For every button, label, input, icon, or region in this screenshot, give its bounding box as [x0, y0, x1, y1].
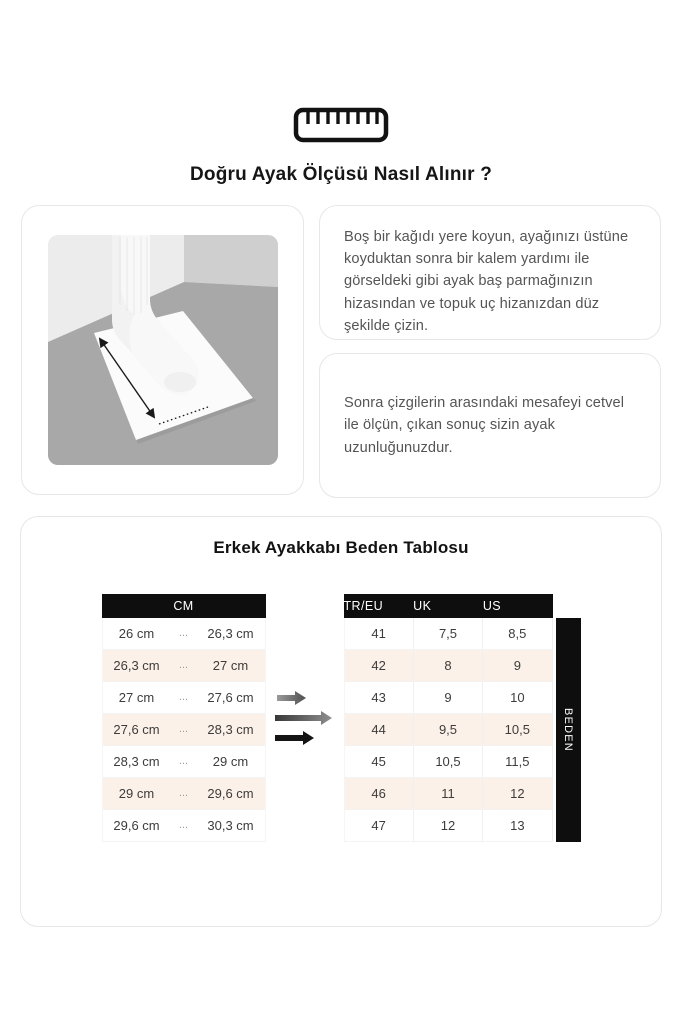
range-separator: ... [178, 755, 189, 767]
tr-eu-value: 44 [345, 714, 414, 745]
tr-eu-value: 47 [345, 810, 414, 841]
us-value: 13 [483, 810, 552, 841]
beden-side-label: BEDEN [562, 708, 574, 752]
col-header-tr-eu: TR/EU [343, 599, 383, 613]
sizes-table-row [344, 682, 553, 714]
instruction-boxes [319, 205, 661, 498]
cm-to: 30,3 cm [207, 818, 254, 833]
cm-table-row [102, 618, 266, 650]
range-separator: ... [178, 691, 189, 703]
sizes-table-row [344, 746, 553, 778]
sizes-table-row [344, 810, 553, 842]
tr-eu-value: 41 [345, 618, 414, 649]
cm-table [102, 594, 266, 842]
us-value: 12 [483, 778, 552, 809]
sizes-table [344, 594, 553, 842]
cm-to: 26,3 cm [207, 626, 254, 641]
cm-from: 27 cm [118, 690, 155, 705]
uk-value: 11 [414, 778, 483, 809]
range-separator: ... [178, 819, 189, 831]
transfer-arrows-icon [275, 690, 335, 746]
tr-eu-value: 46 [345, 778, 414, 809]
us-value: 10,5 [483, 714, 552, 745]
sizes-table-header [344, 594, 553, 618]
cm-to: 28,3 cm [207, 722, 254, 737]
cm-from: 29,6 cm [113, 818, 160, 833]
ruler-icon [293, 106, 389, 144]
tr-eu-value: 43 [345, 682, 414, 713]
transfer-arrows-container [266, 690, 344, 746]
uk-value: 9,5 [414, 714, 483, 745]
col-header-us: US [482, 599, 501, 613]
ruler-icon-container [0, 0, 682, 144]
instruction-step-1: Boş bir kağıdı yere koyun, ayağınızı üstüne koyduktan sonra bir kalem yardımı ile görseldeki gibi ayak baş parmağınızın hizasından ve topuk uç hizanızdan düz şekilde çizin. [319, 205, 661, 340]
cm-table-row [102, 746, 266, 778]
instruction-step-2: Sonra çizgilerin arasındaki mesafeyi cetvel ile ölçün, çıkan sonuç sizin ayak uzunluğunuzdur. [319, 353, 661, 498]
col-header-uk: UK [413, 599, 432, 613]
cm-from: 28,3 cm [113, 754, 160, 769]
sizes-table-row [344, 778, 553, 810]
measure-howto-section [0, 205, 682, 498]
range-separator: ... [178, 627, 189, 639]
beden-side-bar [556, 618, 581, 842]
cm-to: 29 cm [212, 754, 249, 769]
cm-from: 26,3 cm [113, 658, 160, 673]
cm-from: 26 cm [118, 626, 155, 641]
cm-table-header: CM [102, 594, 266, 618]
size-table-title: Erkek Ayakkabı Beden Tablosu [213, 538, 469, 557]
cm-table-row [102, 778, 266, 810]
range-separator: ... [178, 787, 189, 799]
us-value: 8,5 [483, 618, 552, 649]
uk-value: 8 [414, 650, 483, 681]
cm-table-row [102, 810, 266, 842]
tr-eu-value: 45 [345, 746, 414, 777]
size-table-card [20, 516, 662, 927]
cm-table-row [102, 650, 266, 682]
cm-to: 27 cm [212, 658, 249, 673]
foot-photo-card [21, 205, 304, 495]
uk-value: 12 [414, 810, 483, 841]
cm-to: 29,6 cm [207, 786, 254, 801]
cm-from: 27,6 cm [113, 722, 160, 737]
tr-eu-value: 42 [345, 650, 414, 681]
cm-table-row [102, 682, 266, 714]
range-separator: ... [178, 723, 189, 735]
foot-measure-illustration [48, 235, 278, 465]
cm-from: 29 cm [118, 786, 155, 801]
range-separator: ... [178, 659, 189, 671]
page-title: Doğru Ayak Ölçüsü Nasıl Alınır ? [189, 164, 492, 185]
foot-on-paper-illustration [48, 235, 278, 465]
cm-to: 27,6 cm [207, 690, 254, 705]
cm-table-row [102, 714, 266, 746]
uk-value: 9 [414, 682, 483, 713]
sizes-table-row [344, 714, 553, 746]
us-value: 9 [483, 650, 552, 681]
us-value: 11,5 [483, 746, 552, 777]
sizes-table-row [344, 650, 553, 682]
sizes-table-row [344, 618, 553, 650]
size-tables-row [21, 594, 661, 842]
uk-value: 10,5 [414, 746, 483, 777]
uk-value: 7,5 [414, 618, 483, 649]
us-value: 10 [483, 682, 552, 713]
